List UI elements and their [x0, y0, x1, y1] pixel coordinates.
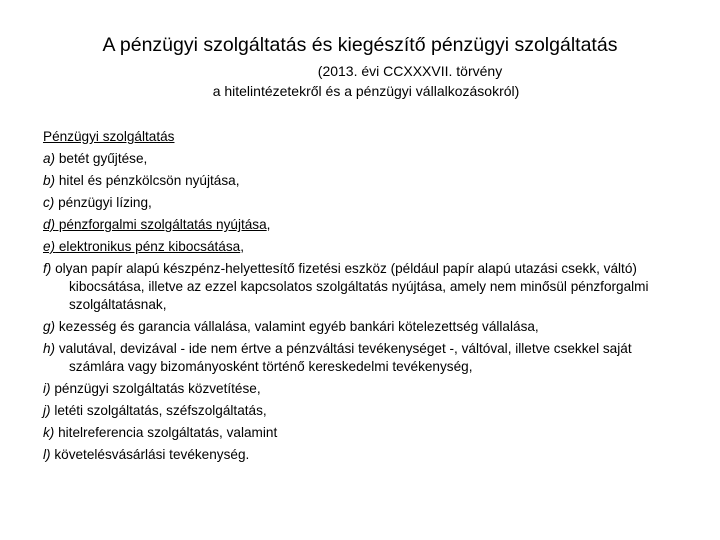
section-heading: Pénzügyi szolgáltatás — [43, 129, 175, 144]
item-text: valutával, devizával - ide nem értve a pénzváltási tevékenységet -, váltóval, illetve csekkel saját számlára vagy bizományosként történő kereskedelmi tevékenység, — [55, 341, 632, 374]
item-text: követelésvásárlási tevékenység. — [50, 447, 250, 462]
item-text: pénzügyi szolgáltatás közvetítése, — [50, 381, 261, 396]
list-item-f — [43, 260, 688, 314]
item-letter: b) — [43, 173, 56, 188]
item-letter: h) — [43, 341, 56, 356]
item-letter: j) — [43, 403, 51, 418]
list-item-e[interactable] — [43, 238, 688, 256]
list-item-c — [43, 194, 688, 212]
slide-title: A pénzügyi szolgáltatás és kiegészítő pénzügyi szolgáltatás — [102, 34, 618, 56]
list-item-l — [43, 446, 688, 464]
list-item-a — [43, 150, 688, 168]
item-link-text[interactable]: elektronikus pénz kibocsátása — [55, 239, 241, 254]
item-text: olyan papír alapú készpénz-helyettesítő fizetési eszköz (például papír alapú utazási csekk, váltó) kibocsátása, illetve az ezzel kapcsolatos szolgáltatás nyújtása, amely nem minősül pénzforgalmi szolgáltatásnak, — [51, 261, 649, 312]
item-letter: k) — [43, 425, 55, 440]
item-letter: i) — [43, 381, 51, 396]
item-text: betét gyűjtése, — [55, 151, 148, 166]
item-text: hitelreferencia szolgáltatás, valamint — [54, 425, 278, 440]
item-text: pénzügyi lízing, — [54, 195, 152, 210]
list-item-b — [43, 172, 688, 190]
slide-body — [43, 128, 688, 468]
item-tail: , — [240, 239, 245, 254]
item-letter: l) — [43, 447, 51, 462]
subtitle-line-2: a hitelintézetekről és a pénzügyi vállalkozásokról) — [212, 83, 520, 99]
list-item-h — [43, 340, 688, 376]
subtitle-line-1: (2013. évi CCXXXVII. törvény — [317, 63, 503, 79]
item-tail: , — [266, 217, 271, 232]
item-text: kezesség és garancia vállalása, valamint egyéb bankári kötelezettség vállalása, — [55, 319, 539, 334]
list-item-i — [43, 380, 688, 398]
slide-subtitle — [0, 61, 720, 101]
item-letter: c) — [43, 195, 55, 210]
list-item-d[interactable] — [43, 216, 688, 234]
item-text: letéti szolgáltatás, széfszolgáltatás, — [50, 403, 267, 418]
item-text: hitel és pénzkölcsön nyújtása, — [55, 173, 240, 188]
item-letter[interactable]: d) — [43, 217, 56, 232]
list-item-j — [43, 402, 688, 420]
item-letter: a) — [43, 151, 56, 166]
item-link-text[interactable]: pénzforgalmi szolgáltatás nyújtása — [55, 217, 267, 232]
list-item-g — [43, 318, 688, 336]
item-letter: g) — [43, 319, 56, 334]
item-letter[interactable]: e) — [43, 239, 56, 254]
item-letter: f) — [43, 261, 52, 276]
list-item-k — [43, 424, 688, 442]
